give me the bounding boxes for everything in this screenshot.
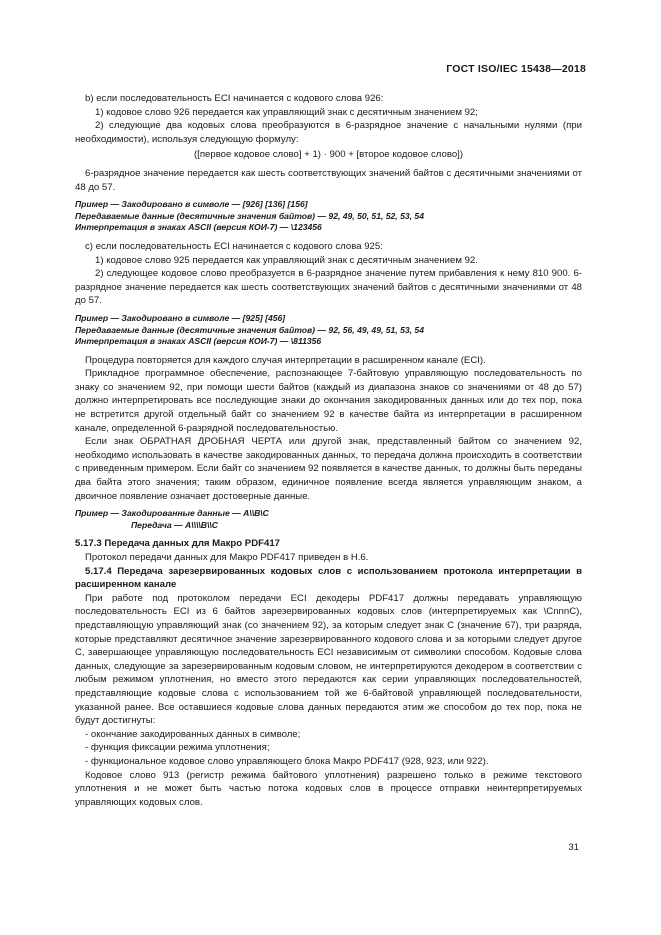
paragraph: При работе под протоколом передачи ECI декодеры PDF417 должны передавать управляющую последовательность ECI из 6 байтов зарезервированных кодовых слов (интерпретируемых как \CnnnC), представляющую управляющий знак (со значением 92), за которым следует знак C (значение 67), три разряда, которые представляют десятичное значение зарезервированного кодового слова и за которыми следует другое C, завершающее управляющую последовательность ECI независимым от символики способом. Кодовые слова данных, следующие за зарезервированным кодовым словом, не интерпретируются декодером в соответствии с любым режимом уплотнения, но вместо этого передаются как серии управляющих последовательностей, представляющие кодовые слова с использованием той же 6-байтовой управляющей последовательности, указанной ранее. Все оставшиеся кодовые слова данных передаются этим же способом до тех пор, пока не будут достигнуты: (75, 592, 582, 727)
example-line: Пример — Закодировано в символе — [925] [456] (75, 312, 286, 323)
example-line: Пример — Закодированные данные — A\\B\C (75, 508, 269, 519)
example-block (75, 199, 582, 234)
example-line: Интерпретация в знаках ASCII (версия КОИ-7) — \811356 (75, 336, 322, 347)
example-line: Передаваемые данные (десятичные значения байтов) — 92, 56, 49, 49, 51, 53, 54 (75, 324, 424, 335)
page-number: 31 (568, 842, 579, 853)
paragraph: c) если последовательность ECI начинается с кодового слова 925: (85, 240, 383, 252)
formula: ([первое кодовое слово] + 1) · 900 + [второе кодовое слово]) (193, 149, 464, 161)
list-item: - окончание закодированных данных в символе; (85, 728, 301, 740)
list-item: 2) следующее кодовое слово преобразуется в 6-разрядное значение путем прибавления к нему 810 900. 6-разрядное значение передается как шесть соответствующих значений байтов с десятичными значениями от 48 до 57. (75, 268, 582, 307)
example-block (75, 508, 582, 531)
list-item: - функциональное кодовое слово управляющего блока Макро PDF417 (928, 923, или 922). (85, 755, 489, 767)
example-line: Пример — Закодировано в символе — [926] [136] [156] (75, 199, 308, 210)
paragraph: Кодовое слово 913 (регистр режима байтового уплотнения) разрешено только в режиме текстового уплотнения и не может быть частью потока кодовых слов в процессе отправки неинтерпретируемых управляющих кодовых слов. (75, 769, 582, 808)
document-header: ГОСТ ISO/IEC 15438—2018 (446, 63, 586, 75)
section-heading: 5.17.3 Передача данных для Макро PDF417 (75, 538, 281, 550)
example-line: Передача — A\\\\B\\C (131, 519, 218, 530)
list-item: 2) следующие два кодовых слова преобразуются в 6-разрядное значение с начальными нулями (при необходимости), используя следующую формулу: (75, 120, 582, 145)
example-block (75, 313, 582, 348)
example-line: Интерпретация в знаках ASCII (версия КОИ-7) — \123456 (75, 222, 322, 233)
paragraph: Процедура повторяется для каждого случая интерпретации в расширенном канале (ECI). (85, 354, 486, 366)
paragraph: Протокол передачи данных для Макро PDF417 приведен в Н.6. (85, 552, 369, 563)
list-item: 1) кодовое слово 926 передается как управляющий знак с десятичным значением 92; (95, 106, 478, 118)
example-line: Передаваемые данные (десятичные значения байтов) — 92, 49, 50, 51, 52, 53, 54 (75, 210, 424, 221)
paragraph: Если знак ОБРАТНАЯ ДРОБНАЯ ЧЕРТА или другой знак, представленный байтом со значением 92, необходимо использовать в качестве закодированных данных, то передача должна происходить в соответствии с приведенным примером. Если байт со значением 92 появляется в качестве данных, то должны быть переданы два байта этого значения; таким образом, единичное появление всегда является управляющим знаком, а двоичное появление означает достоверные данные. (75, 436, 582, 502)
section-heading: 5.17.4 Передача зарезервированных кодовых слов с использованием протокола интерпретации в расширенном канале (75, 565, 582, 591)
document-body (75, 92, 582, 809)
list-item: 1) кодовое слово 925 передается как управляющий знак с десятичным значением 92. (95, 254, 478, 266)
paragraph: 6-разрядное значение передается как шесть соответствующих значений байтов с десятичными значениями от 48 до 57. (75, 167, 582, 193)
list-item: - функция фиксации режима уплотнения; (85, 742, 270, 754)
paragraph: b) если последовательность ECI начинается с кодового слова 926: (85, 93, 384, 104)
paragraph: Прикладное программное обеспечение, распознающее 7-байтовую управляющую последовательность по знаку со значением 92, при помощи шести байтов (каждый из диапазона знаков со значениями от 48 до 57) должно интерпретировать все последующие знаки до окончания закодированных данных или до тех пор, пока не встретится другой отдельный байт со значением 92 в качестве байта из интерпретации в расширенном канале, определенной 6-разрядной последовательностью. (75, 368, 582, 434)
